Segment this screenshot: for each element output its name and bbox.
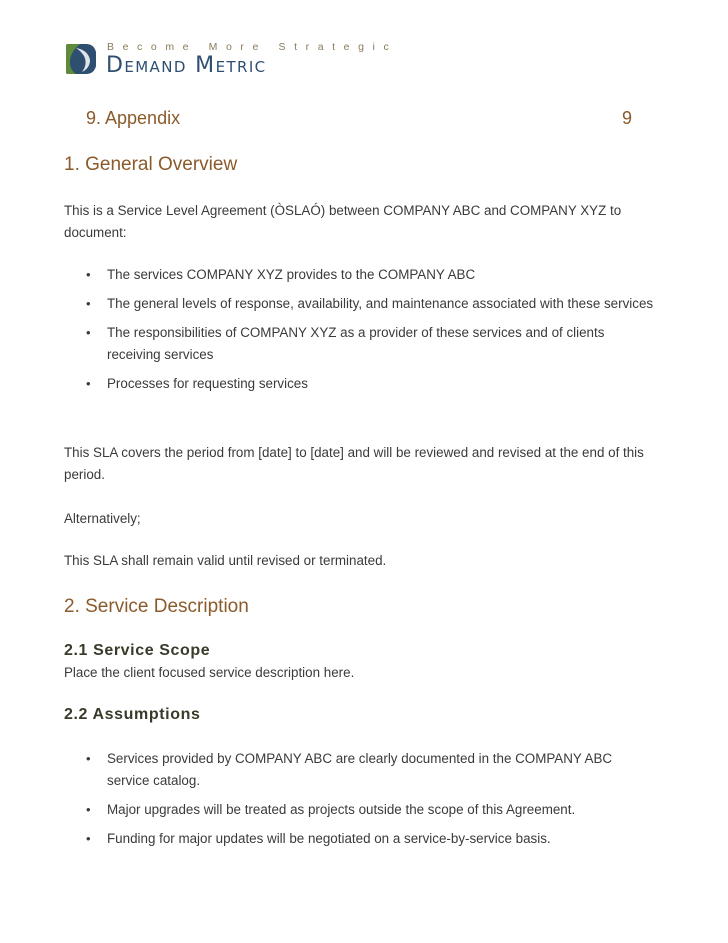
- bullet-icon: •: [86, 325, 91, 340]
- bullet-icon: •: [86, 376, 91, 391]
- toc-entry-appendix[interactable]: [86, 108, 632, 129]
- logo-mark-icon: [64, 42, 98, 76]
- bullet-icon: •: [86, 802, 91, 817]
- bullet-icon: •: [86, 831, 91, 846]
- list-item: • The services COMPANY XYZ provides to the COMPANY ABC: [86, 264, 656, 286]
- bullet-icon: •: [86, 751, 91, 766]
- list-item: • Processes for requesting services: [86, 373, 656, 395]
- paragraph-alternatively: Alternatively;: [64, 511, 141, 526]
- heading-service-scope: 2.1 Service Scope: [64, 642, 211, 659]
- list-item: • The general levels of response, availability, and maintenance associated with these services: [86, 293, 656, 315]
- list-item: • Services provided by COMPANY ABC are clearly documented in the COMPANY ABC service catalog.: [86, 748, 656, 792]
- toc-entry-page: 9: [621, 108, 632, 128]
- toc-entry-label: 9. Appendix: [86, 108, 181, 128]
- paragraph-period: This SLA covers the period from [date] to [date] and will be reviewed and revised at the end of this period.: [64, 445, 644, 482]
- list-item: • Major upgrades will be treated as projects outside the scope of this Agreement.: [86, 799, 656, 821]
- list-item: • The responsibilities of COMPANY XYZ as a provider of these services and of clients receiving services: [86, 322, 656, 366]
- heading-general-overview: 1. General Overview: [64, 154, 238, 175]
- bullet-icon: •: [86, 267, 91, 282]
- heading-assumptions: 2.2 Assumptions: [64, 706, 201, 723]
- paragraph-validity: This SLA shall remain valid until revised or terminated.: [64, 553, 387, 568]
- list-item: • Funding for major updates will be negotiated on a service-by-service basis.: [86, 828, 656, 850]
- logo-name: Demand Metric: [106, 53, 267, 78]
- assumptions-bullet-list: [86, 748, 656, 857]
- bullet-icon: •: [86, 296, 91, 311]
- paragraph-service-scope: Place the client focused service description here.: [64, 665, 355, 680]
- paragraph-intro: This is a Service Level Agreement (ÒSLAÓ) between COMPANY ABC and COMPANY XYZ to document:: [64, 203, 622, 240]
- logo-tagline: Become More Strategic: [107, 41, 398, 53]
- heading-service-description: 2. Service Description: [64, 596, 249, 617]
- demand-metric-logo: [64, 40, 398, 80]
- services-bullet-list: [86, 264, 656, 402]
